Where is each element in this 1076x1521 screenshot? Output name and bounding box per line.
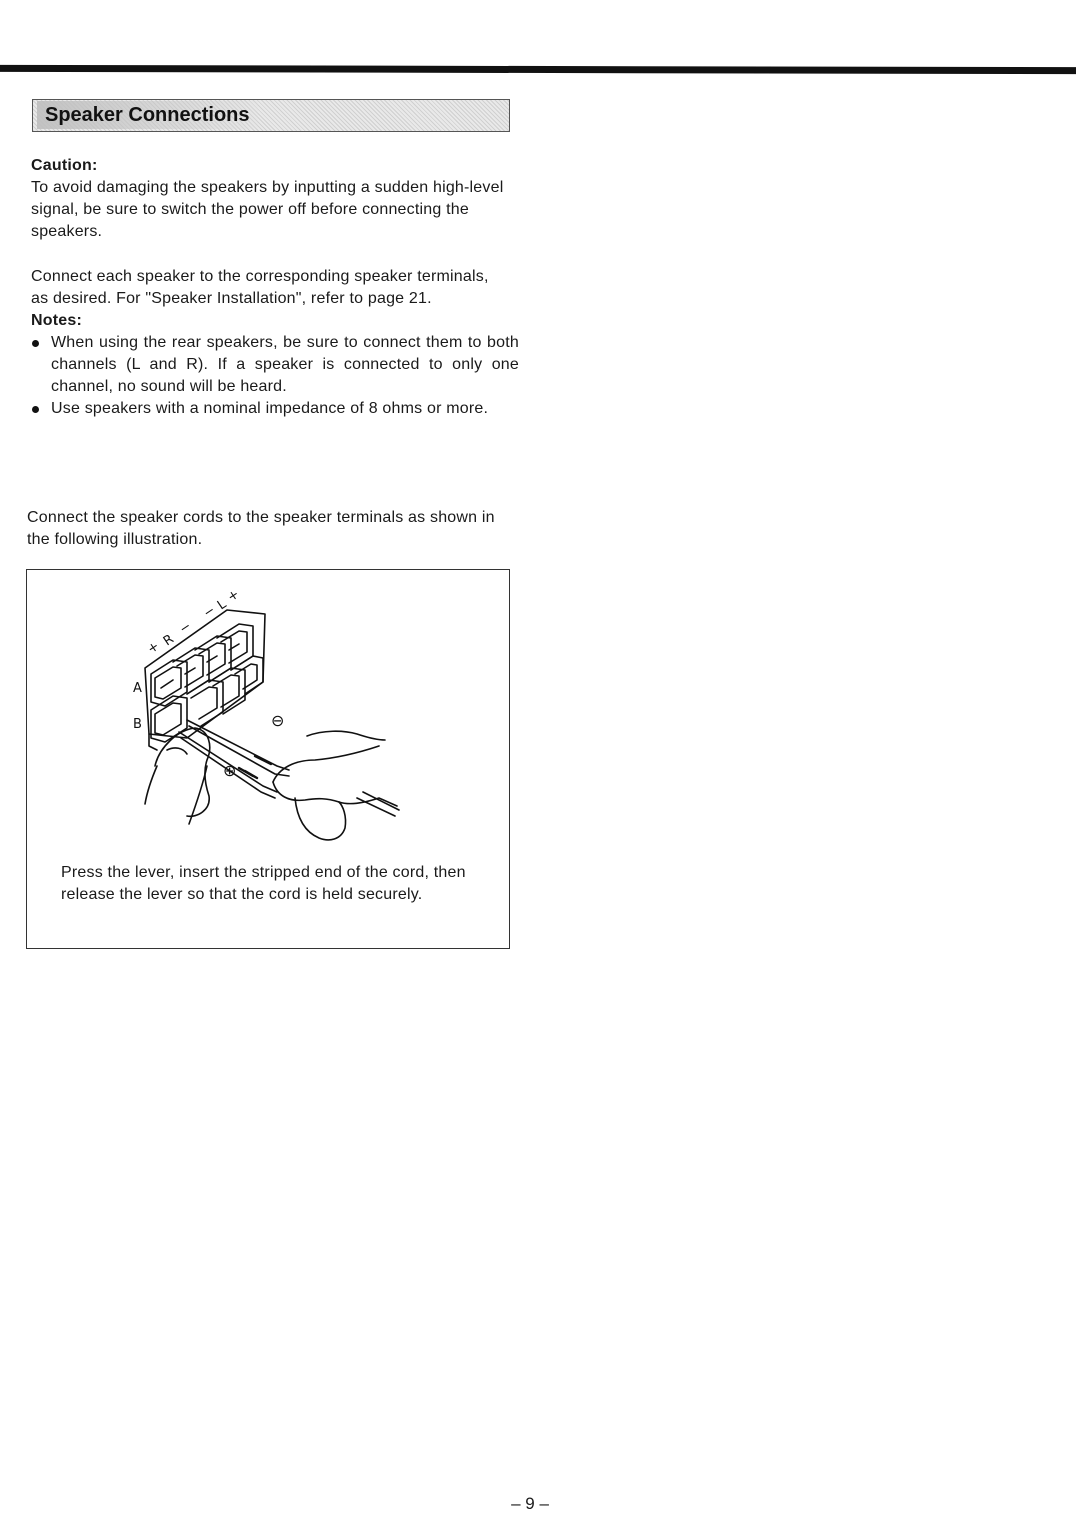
notes-list xyxy=(31,332,519,420)
stripped-end-neg xyxy=(255,756,271,764)
negative-icon: ⊖ xyxy=(271,711,285,730)
note-text: When using the rear speakers, be sure to connect them to both channels (L and R). If a speaker is connected to only one channel, no sound will be heard. xyxy=(51,334,519,395)
minus-l-label: − xyxy=(200,602,219,622)
notes-heading: Notes: xyxy=(31,312,82,329)
caution-text: To avoid damaging the speakers by inputting a sudden high-level signal, be sure to switch the power off before connecting the speakers. xyxy=(31,179,504,240)
top-rule xyxy=(0,65,1076,74)
plus-l-label: + xyxy=(224,586,243,606)
note-text: Use speakers with a nominal impedance of 8 ohms or more. xyxy=(51,400,489,417)
bullet-icon xyxy=(32,406,39,413)
caution-heading: Caution: xyxy=(31,157,98,174)
page-number: – 9 – xyxy=(511,1494,549,1513)
left-fingernail xyxy=(167,748,187,754)
caution-block xyxy=(31,155,519,243)
note-item xyxy=(31,398,519,420)
bullet-icon xyxy=(32,340,39,347)
l-label: L xyxy=(214,596,230,614)
connect-intro-text: Connect each speaker to the corresponding speaker terminals, as desired. For "Speaker Installation", refer to page 21. xyxy=(31,268,489,307)
connect-intro-block xyxy=(31,266,519,420)
illustration-caption: Press the lever, insert the stripped end of the cord, then release the lever so that the cord is held securely. xyxy=(61,864,466,903)
right-finger-tip xyxy=(273,782,339,802)
illustration-box xyxy=(26,569,510,949)
right-finger-curl xyxy=(295,798,346,840)
r-label: R xyxy=(160,631,177,650)
note-item xyxy=(31,332,519,398)
row-b-label: B xyxy=(133,717,142,732)
left-hand-line xyxy=(145,766,157,804)
terminal-row-b xyxy=(151,656,263,742)
section-header xyxy=(32,99,510,132)
connect-cords-block xyxy=(27,507,515,551)
plus-r-label: + xyxy=(144,638,163,658)
row-a-label: A xyxy=(133,681,142,696)
positive-icon: ⊕ xyxy=(223,761,237,780)
connect-cords-text: Connect the speaker cords to the speaker terminals as shown in the following illustration. xyxy=(27,509,495,548)
section-title: Speaker Connections xyxy=(37,101,258,129)
right-hand-top xyxy=(307,731,385,740)
minus-r-label: − xyxy=(176,618,195,638)
